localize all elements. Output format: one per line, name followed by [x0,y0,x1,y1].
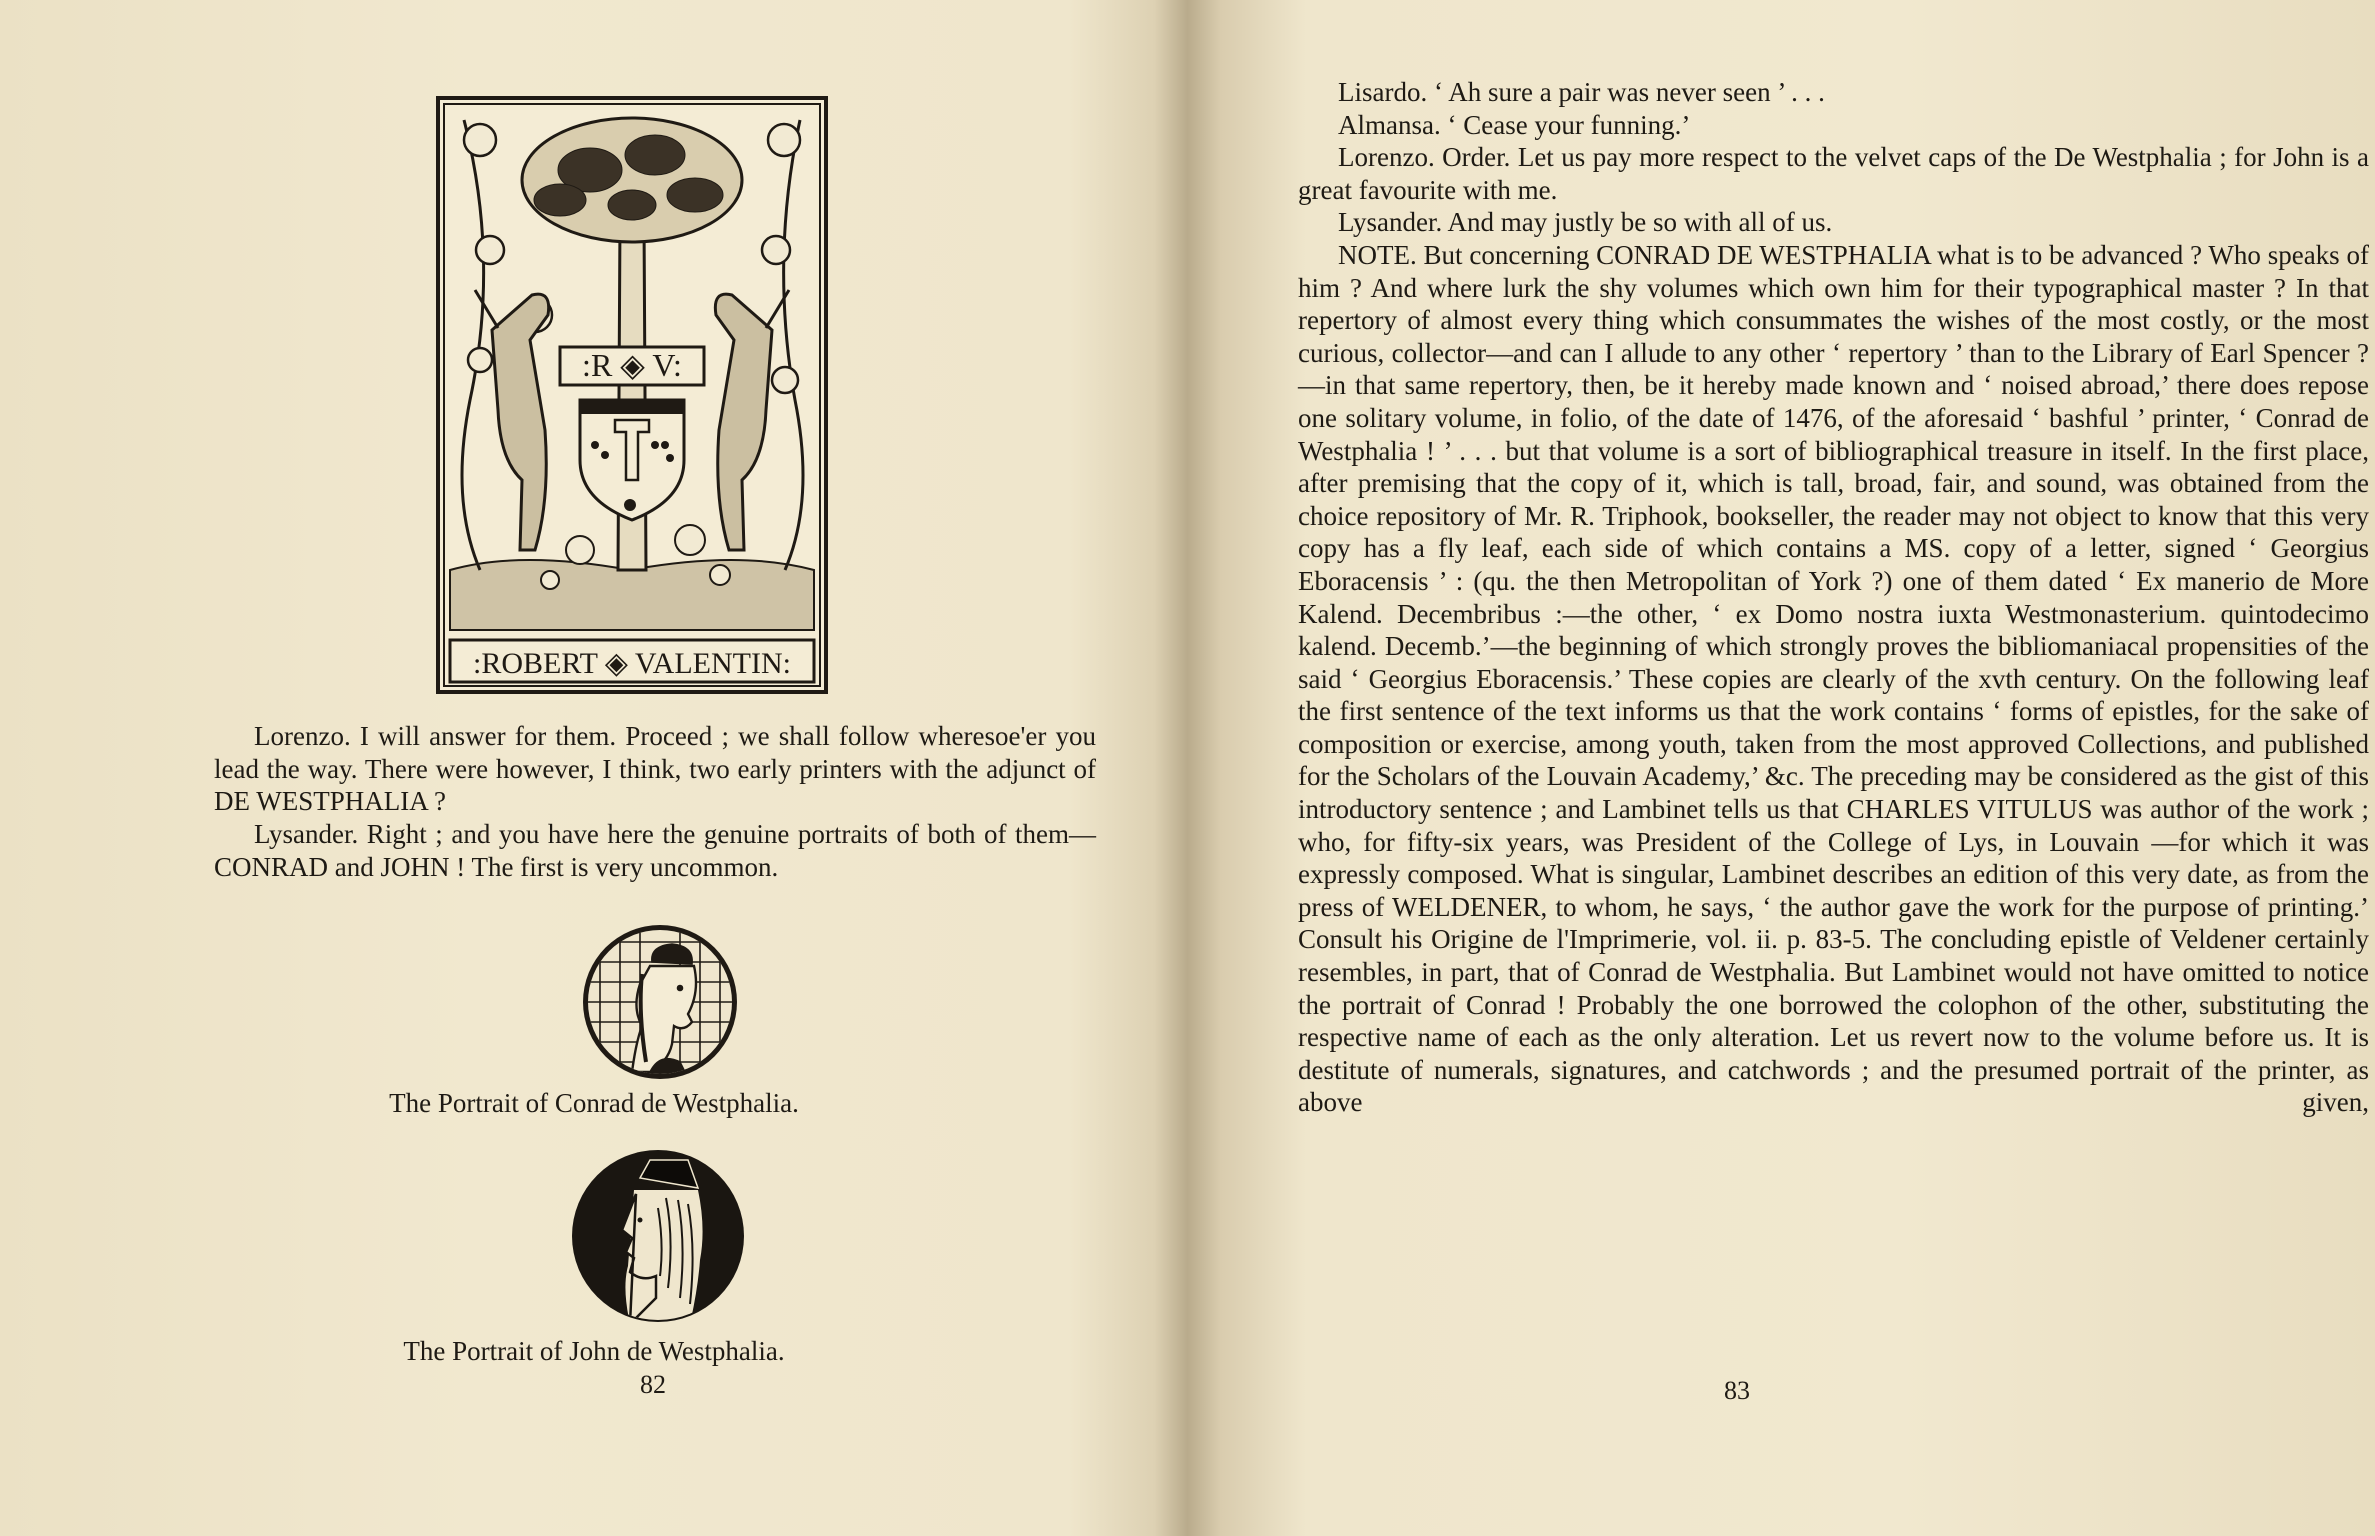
paragraph-note: NOTE. But concerning CONRAD DE WESTPHALIA what is to be advanced ? Who speaks of him ? And where lurk the shy volumes which own him for their typographical master ? In that repertory of almost every thing which consummates the wishes of the most costly, or the most curious, collector—and can I allude to any other ‘ repertory ’ than to the Library of Earl Spencer ?—in that same repertory, then, be it hereby made known and ‘ noised abroad,’ there does repose one solitary volume, in folio, of the date of 1476, of the aforesaid ‘ bashful ’ printer, ‘ Conrad de Westphalia ! ’ . . . but that volume is a sort of bibliographical treasure in itself. In the first place, after premising that the copy of it, which is tall, broad, fair, and sound, was obtained from the choice repository of Mr. R. Triphook, bookseller, the reader may not object to know that this very copy has a fly leaf, each side of which contains a MS. copy of a letter, signed ‘ Georgius Eboracensis ’ : (qu. the then Metropolitan of York ?) one of them dated ‘ Ex manerio de More Kalend. Decembribus :—the other, ‘ ex Domo nostra iuxta Westmonasterium. quintodecimo kalend. Decemb.’—the beginning of which strongly proves the bibliomaniacal propensities of the said ‘ Georgius Eboracensis.’ These copies are clearly of the xvth century. On the following leaf the first sentence of the text informs us that the work contains ‘ forms of epistles, for the sake of composition or exercise, among youth, taken from the most approved Collections, and published for the Scholars of the Louvain Academy,’ &c. The preceding may be considered as the gist of this introductory sentence ; and Lambinet tells us that CHARLES VITULUS was author of the work ; who, for fifty-six years, was President of the College of Lys, in Louvain —for which it was expressly composed. What is singular, Lambinet describes an edition of this very date, as from the press of WELDENER, to whom, he says, ‘ the author gave the work for the purpose of printing.’ Consult his Origine de l'Imprimerie, vol. ii. p. 83-5. The concluding epistle of Veldener certainly resembles, in part, that of Conrad de Westphalia. But Lambinet would not have omitted to notice the portrait of Conrad ! Probably the one borrowed the colophon of the other, substituting the respective name of each as the only alteration. Let us revert now to the volume before us. It is destitute of numerals, signatures, and catchwords ; and the presumed portrait of the printer, as above given, [1298,239,2369,1118]
caption-conrad: The Portrait of Conrad de Westphalia. [389,1088,799,1118]
page-number-left: 82 [640,1370,666,1399]
right-text-column [1298,76,2369,1119]
dialogue-lorenzo: Lorenzo. I will answer for them. Proceed ; we shall follow wheresoe'er you lead the way. There were however, I think, two early printers with the adjunct of DE WESTPHALIA ? [214,721,1096,816]
robert-valentin-bookplate [436,96,828,694]
paragraph-almansa: Almansa. ‘ Cease your funning.’ [1338,109,1691,140]
conrad-portrait [580,922,740,1082]
paragraph-lysander: Lysander. And may justly be so with all of us. [1338,207,1833,238]
dialogue-lysander: Lysander. Right ; and you have here the genuine portraits of both of them—CONRAD and JOHN ! The first is very uncommon. [214,819,1096,882]
caption-john: The Portrait of John de Westphalia. [403,1336,785,1366]
bookplate-initials: :R ◈ V: [582,347,682,383]
john-portrait [570,1148,746,1324]
paragraph-lorenzo: Lorenzo. Order. Let us pay more respect to the velvet caps of the De Westphalia ; for John is a great favourite with me. [1298,142,2369,205]
right-page [1188,0,2375,1536]
page-number-right: 83 [1724,1376,1750,1405]
bookplate-name: :ROBERT ◈ VALENTIN: [473,647,791,680]
paragraph-lisardo: Lisardo. ‘ Ah sure a pair was never seen ’ . . . [1338,77,1825,107]
